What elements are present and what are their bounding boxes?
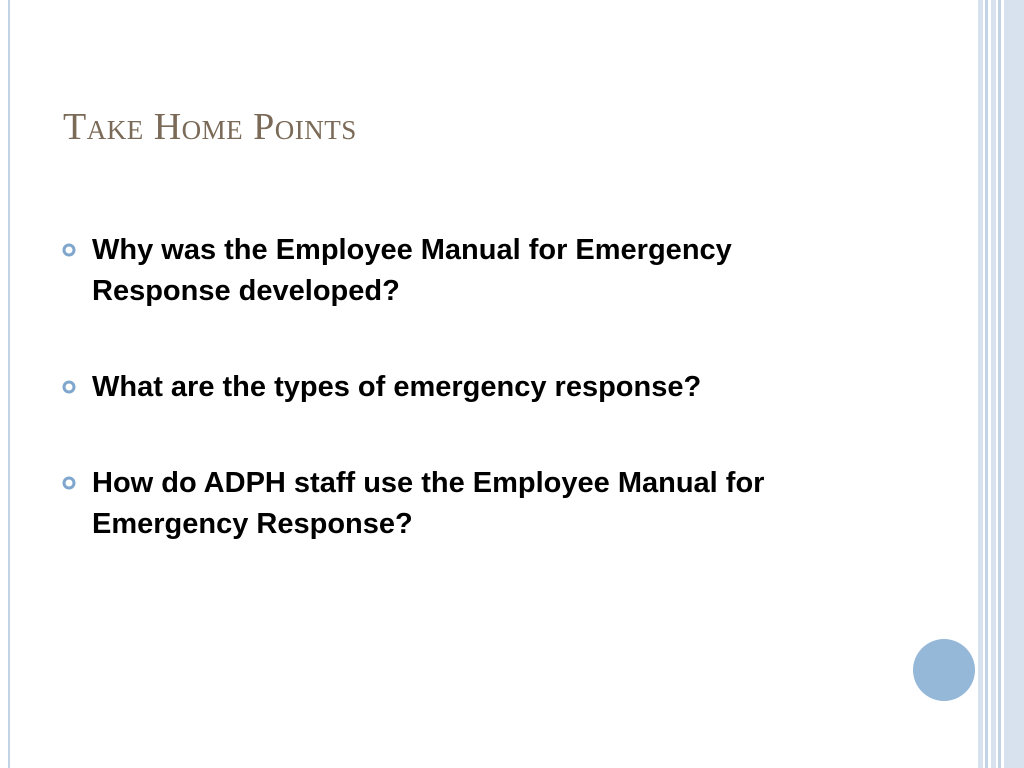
stripe bbox=[978, 0, 983, 768]
bullet-list bbox=[62, 230, 862, 600]
bullet-item bbox=[62, 463, 862, 545]
left-border-rule bbox=[8, 0, 10, 768]
bullet-text: Why was the Employee Manual for Emergency Response developed? bbox=[92, 234, 732, 307]
stripe bbox=[1004, 0, 1024, 768]
circle-ring-bullet-icon bbox=[62, 476, 76, 490]
stripe bbox=[985, 0, 988, 768]
bullet-item bbox=[62, 230, 862, 312]
stripe bbox=[991, 0, 996, 768]
decorative-circle bbox=[913, 639, 975, 701]
slide-title: Take Home Points bbox=[63, 106, 357, 148]
bullet-item bbox=[62, 367, 862, 408]
bullet-text: What are the types of emergency response? bbox=[92, 371, 702, 403]
circle-ring-bullet-icon bbox=[62, 243, 76, 257]
stripe bbox=[998, 0, 1001, 768]
right-decorative-stripes bbox=[978, 0, 1024, 768]
circle-ring-bullet-icon bbox=[62, 380, 76, 394]
bullet-text: How do ADPH staff use the Employee Manual for Emergency Response? bbox=[92, 467, 765, 540]
